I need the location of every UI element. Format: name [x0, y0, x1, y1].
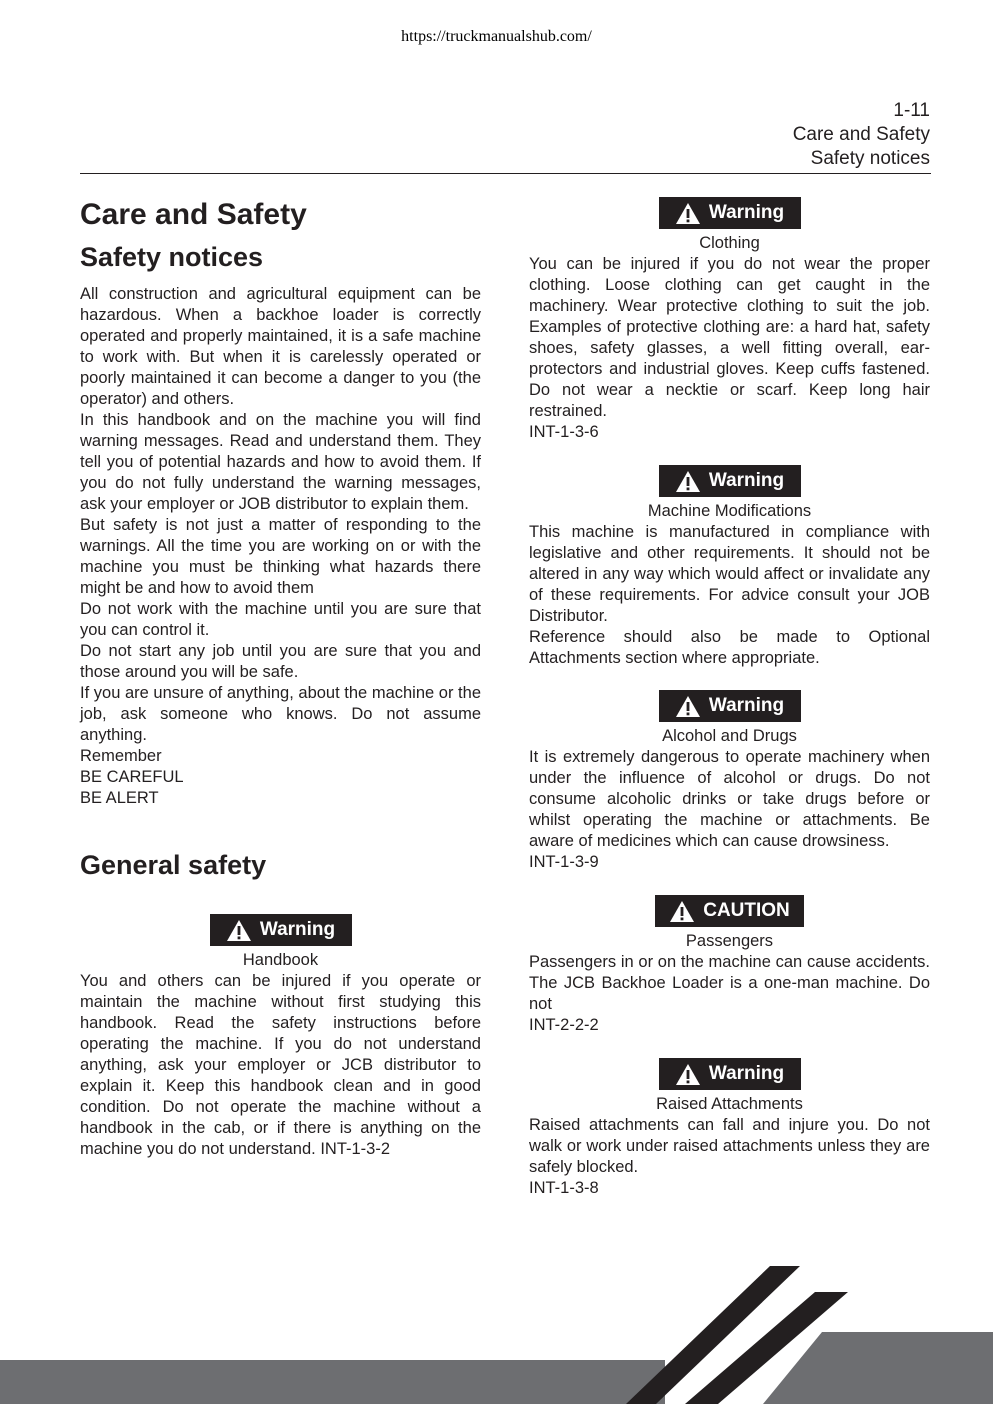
notice-text: You and others can be injured if you operate or maintain the machine without first studying this handbook. Read the safety instructions before operating the machine. If you do not understand anything, ask your employer or JCB distributor to explain it. Keep this handbook clean and in good condition. Do not operate the machine without a handbook in the cab, or if there is anything on the machine you do not understand. INT-1-3-2 [80, 971, 481, 1158]
notice-title: Alcohol and Drugs [662, 726, 797, 745]
header-section: Care and Safety [792, 124, 930, 145]
notice-text-continued: Reference should also be made to Optional Attachments section where appropriate. [529, 627, 930, 667]
notice-clothing [529, 197, 930, 443]
notice-code: INT-1-3-9 [529, 852, 599, 871]
badge-label: Warning [708, 202, 785, 223]
notice-title: Machine Modifications [647, 501, 812, 520]
intro-paragraph: But safety is not just a matter of responding to the warnings. All the time you are working on or with the machine you must be thinking what hazards there might be and how to avoid them [80, 516, 481, 597]
warning-badge [659, 197, 801, 229]
source-url[interactable]: https://truckmanualshub.com/ [401, 28, 592, 45]
notice-alcohol-drugs [529, 690, 930, 873]
warning-triangle-icon [226, 919, 252, 942]
intro-paragraph: Do not work with the machine until you are sure that you can control it. [80, 600, 481, 639]
notice-machine-modifications [529, 465, 930, 669]
page-number: 1-11 [893, 100, 930, 121]
badge-label: Warning [708, 470, 785, 491]
remember-line: Remember [80, 747, 162, 765]
caution-badge [655, 895, 804, 927]
notice-title: Handbook [242, 950, 319, 969]
notice-text: This machine is manufactured in compliance with legislative and other requirements. It should not be altered in any way which would affect or invalidate any of these requirements. For advice consult your JOB Distributor. [529, 522, 930, 625]
general-safety-heading-wrap [80, 849, 481, 881]
badge-label: Warning [708, 1063, 785, 1084]
notice-code: INT-2-2-2 [529, 1015, 599, 1034]
notice-passengers [529, 895, 930, 1036]
intro-paragraph: In this handbook and on the machine you will find warning messages. Read and understand them. They tell you of potential hazards and how to avoid them. If you do not fully understand the warning messages, ask your employer or JOB distributor to explain them. [80, 411, 481, 513]
warning-badge [659, 465, 801, 497]
remember-line: BE ALERT [80, 789, 159, 807]
warning-triangle-icon [675, 1063, 701, 1086]
header-rule [80, 173, 931, 174]
notice-code: INT-1-3-8 [529, 1178, 599, 1197]
notice-title: Raised Attachments [656, 1094, 803, 1113]
badge-label: CAUTION [703, 900, 790, 921]
remember-line: BE CAREFUL [80, 768, 184, 786]
badge-label: Warning [259, 919, 336, 940]
general-safety-title: General safety [80, 850, 267, 880]
page-header [793, 99, 930, 171]
badge-label: Warning [708, 695, 785, 716]
warning-triangle-icon [675, 470, 701, 493]
warning-badge [210, 914, 352, 946]
intro-paragraph: Do not start any job until you are sure that you and those around you will be safe. [80, 642, 481, 681]
notice-text: You can be injured if you do not wear the proper clothing. Loose clothing can get caught in the machinery. Wear protective clothing to suit the job. Examples of protective clothing are: a hard hat, safety shoes, safety glasses, a well fitting overall, ear-protectors and industrial gloves. Keep cuffs fastened. Do not wear a necktie or scarf. Keep long hair restrained. [529, 254, 930, 420]
notice-handbook [80, 914, 481, 1160]
notice-code: INT-1-3-6 [529, 422, 599, 441]
warning-triangle-icon [675, 695, 701, 718]
footer-decoration [0, 1260, 993, 1404]
notice-text: Raised attachments can fall and injure you. Do not walk or work under raised attachments unless they are safely blocked. [529, 1115, 930, 1176]
warning-badge [659, 1058, 801, 1090]
notice-text: Passengers in or on the machine can cause accidents. The JCB Backhoe Loader is a one-man machine. Do not [529, 952, 930, 1013]
section-title: Safety notices [80, 242, 264, 272]
warning-triangle-icon [669, 900, 695, 923]
warning-triangle-icon [675, 202, 701, 225]
left-column [80, 197, 481, 809]
notice-raised-attachments [529, 1058, 930, 1199]
intro-paragraph: If you are unsure of anything, about the machine or the job, ask someone who knows. Do not assume anything. [80, 684, 481, 744]
notice-title: Passengers [685, 931, 774, 950]
notice-text: It is extremely dangerous to operate machinery when under the influence of alcohol or drugs. Do not consume alcoholic drinks or take drugs before or whilst operating the machine or attachments. Be aware of medicines which can cause drowsiness. [529, 747, 930, 850]
notice-title: Clothing [699, 233, 760, 252]
header-subsection: Safety notices [810, 148, 930, 169]
page-title: Care and Safety [80, 198, 307, 231]
warning-badge [659, 690, 801, 722]
intro-paragraph: All construction and agricultural equipment can be hazardous. When a backhoe loader is correctly operated and properly maintained, it is a safe machine to work with. But when it is carelessly operated or poorly maintained it can become a danger to you (the operator) and others. [80, 285, 481, 408]
intro-text [80, 284, 481, 809]
